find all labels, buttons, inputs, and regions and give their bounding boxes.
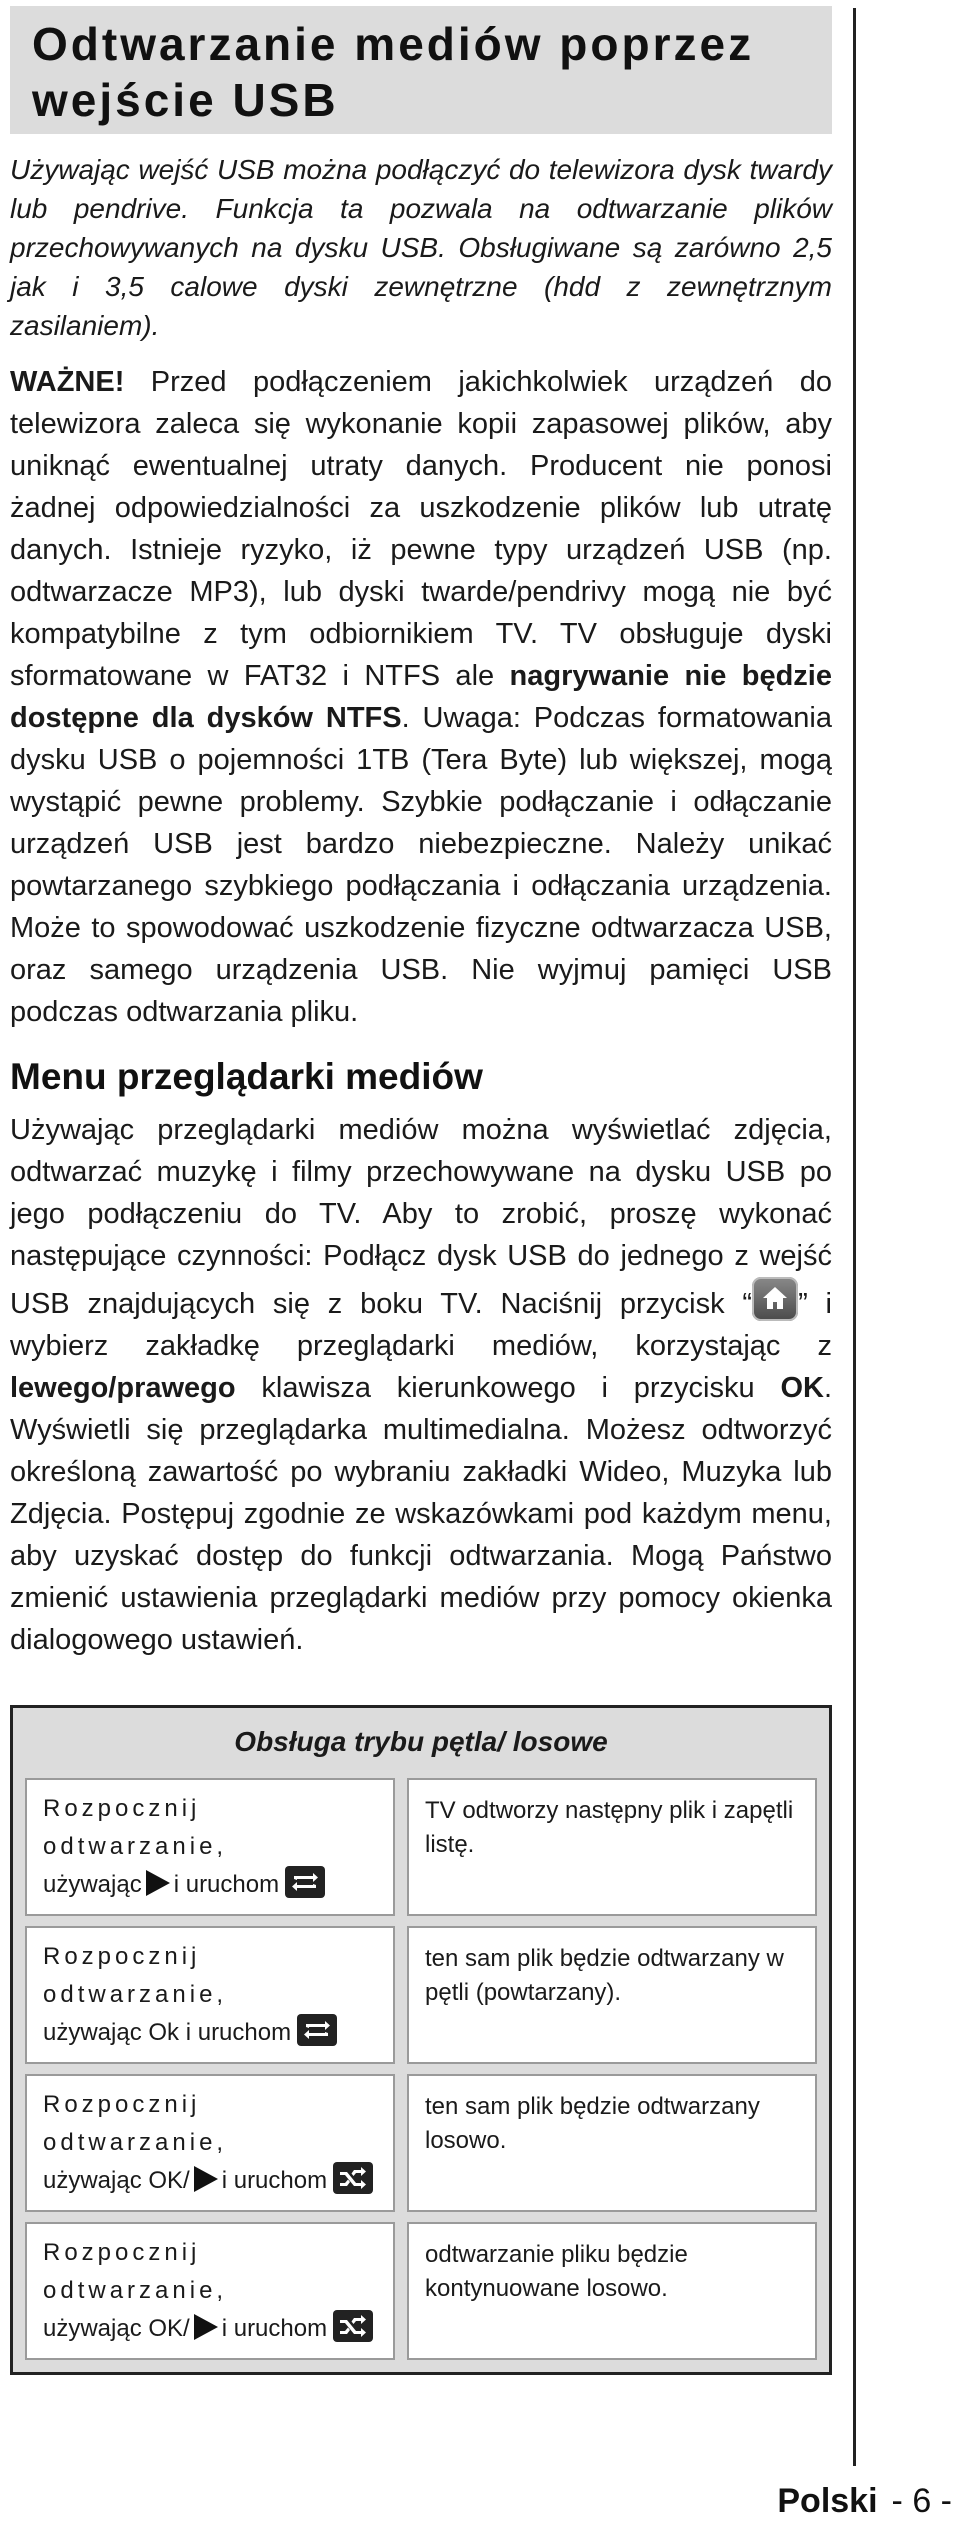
table-cell-action [25,2074,395,2212]
action-line-1: Rozpocznij odtwarzanie, [43,2239,228,2304]
table-cell-action [25,1926,395,2064]
section-heading: Menu przeglądarki mediów [10,1056,483,1097]
mb-bold-1: lewego/prawego [10,1372,236,1404]
media-browser-paragraph [10,1109,832,1661]
page-footer [777,2482,952,2521]
mb-text-4: . Wyświetli się przeglądarka multimedialna. Możesz odtworzyć określoną zawartość po wybraniu zakładki Wideo, Muzyka lub Zdjęcia. Postępuj zgodnie ze wskazówkami pod każdym menu, aby uzyskać dostęp do funkcji odtwarzania. Mogą Państwo zmienić ustawienia przeglądarki mediów przy pomocy okienka dialogowego ustawień. [10,1372,832,1656]
table-row [25,2222,817,2360]
mb-text-1: Używając przeglądarki mediów można wyświetlać zdjęcia, odtwarzać muzykę i filmy przechowywane na dysku USB po jego podłączeniu do TV. Aby to zrobić, proszę wykonać następujące czynności: Podłącz dysk USB do jednego z wejść USB znajdujących się z boku TV. Naciśnij przycisk “ [10,1114,832,1320]
footer-language: Polski [777,2482,878,2520]
table-cell-action [25,1778,395,1916]
table-cell-result: ten sam plik będzie odtwarzany losowo. [407,2074,817,2212]
action-line-2 [43,2014,377,2052]
page-title: Odtwarzanie mediów poprzez wejście USB [10,6,832,134]
content-column [10,6,832,2375]
shuffle-icon [333,2162,373,2194]
table-row [25,1778,817,1916]
table-cell-action [25,2222,395,2360]
loop-shuffle-table [10,1705,832,2375]
warning-text-1: Przed podłączeniem jakichkolwiek urządzeń do telewizora zaleca się wykonanie kopii zapasowej plików, aby uniknąć ewentualnej utraty danych. Producent nie ponosi żadnej odpowiedzialności za uszkodzenie plików lub utratę danych. Istnieje ryzyko, iż pewne typy urządzeń USB (np. odtwarzacze MP3), lub dyski twarde/pendrivy mogą nie być kompatybilne z tym odbiornikiem TV. TV obsługuje dyski sformatowane w FAT32 i NTFS ale [10,366,832,692]
table-row [25,2074,817,2212]
play-icon [194,2166,218,2192]
page-number: - 6 - [891,2482,952,2520]
mb-text-3: klawisza kierunkowego i przycisku [235,1372,781,1404]
action-line-2 [43,1866,377,1904]
warning-paragraph [10,361,832,1033]
action-using: używając Ok [43,2019,180,2046]
home-icon [752,1277,798,1321]
table-cell-result: odtwarzanie pliku będzie kontynuowane losowo. [407,2222,817,2360]
warning-bold: nagrywanie nie będzie dostępne dla dysków NTFS [10,660,832,734]
action-using: używając OK/ [43,2315,190,2342]
action-line-2 [43,2162,377,2200]
action-line-1: Rozpocznij odtwarzanie, [43,1795,228,1860]
table-row [25,1926,817,2064]
table-cell-result: ten sam plik będzie odtwarzany w pętli (powtarzany). [407,1926,817,2064]
table-cell-result: TV odtworzy następny plik i zapętli listę. [407,1778,817,1916]
action-line-1: Rozpocznij odtwarzanie, [43,2091,228,2156]
action-start: i uruchom [221,2315,328,2342]
action-start: i uruchom [173,1871,280,1898]
action-line-2 [43,2310,377,2348]
action-line-1: Rozpocznij odtwarzanie, [43,1943,228,2008]
mb-text-2: ” i wybierz zakładkę przeglądarki mediów, korzystając z [10,1288,832,1362]
repeat-icon [297,2014,337,2046]
action-using: używając [43,1871,142,1898]
warning-text-2: . Uwaga: Podczas formatowania dysku USB o pojemności 1TB (Tera Byte) lub większej, mogą wystąpić pewne problemy. Szybkie podłączanie i odłączanie urządzeń USB jest bardzo niebezpieczne. Należy unikać powtarzanego szybkiego podłączania i odłączania urządzenia. Może to spowodować uszkodzenie fizyczne odtwarzacza USB, oraz samego urządzenia USB. Nie wyjmuj pamięci USB podczas odtwarzania pliku. [10,702,832,1028]
table-rows [25,1778,817,2360]
shuffle-icon [333,2310,373,2342]
repeat-icon [285,1866,325,1898]
warning-label: WAŻNE! [10,366,125,398]
mb-bold-2: OK [780,1372,824,1404]
table-title: Obsługa trybu pętla/ losowe [234,1726,608,1757]
action-using: używając OK/ [43,2167,190,2194]
play-icon [194,2314,218,2340]
action-start: i uruchom [185,2019,292,2046]
action-start: i uruchom [221,2167,328,2194]
intro-paragraph: Używając wejść USB można podłączyć do telewizora dysk twardy lub pendrive. Funkcja ta pozwala na odtwarzanie plików przechowywanych na dysku USB. Obsługiwane są zarówno 2,5 jak i 3,5 calowe dyski zewnętrzne (hdd z zewnętrznym zasilaniem). [10,154,832,341]
play-icon [146,1870,170,1896]
vertical-rule [853,8,856,2466]
